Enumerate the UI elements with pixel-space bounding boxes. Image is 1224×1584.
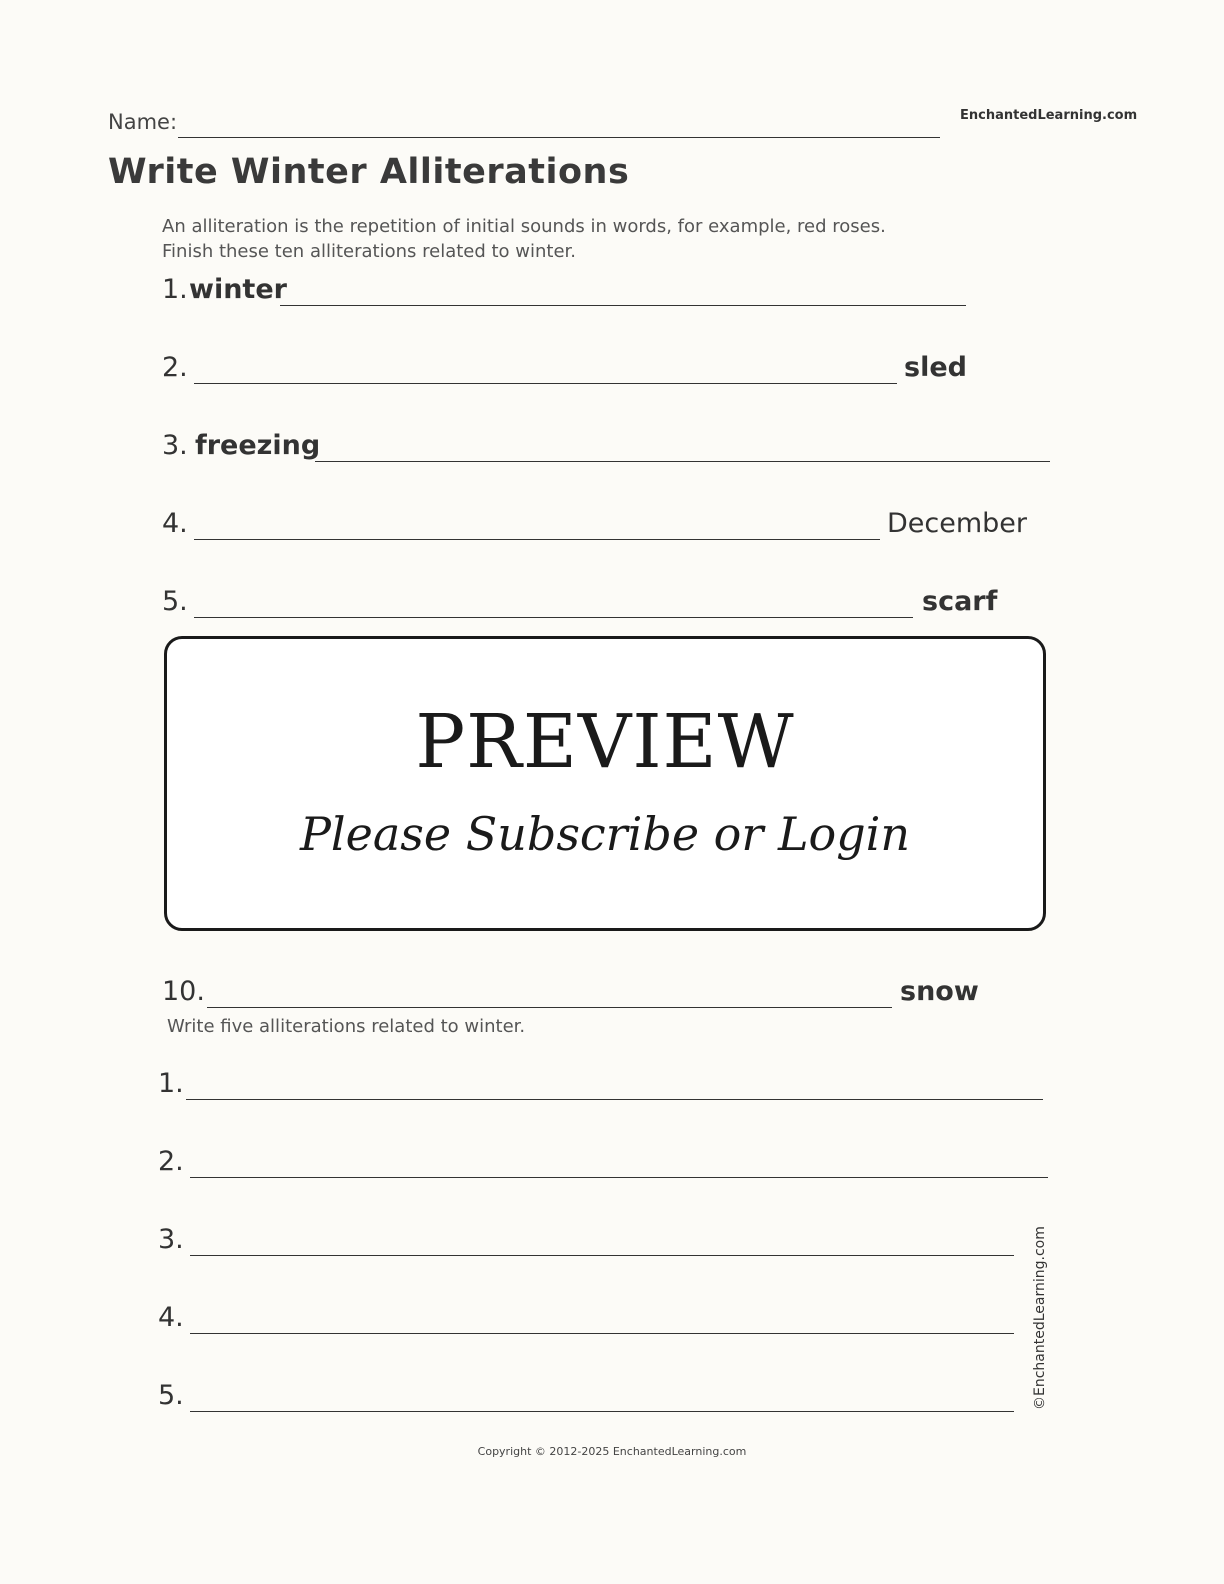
item-number: 3. xyxy=(162,430,188,461)
intro-text xyxy=(162,214,886,264)
item-number: 3. xyxy=(158,1224,184,1255)
item-word: sled xyxy=(904,352,967,383)
item-number: 2. xyxy=(158,1146,184,1177)
preview-overlay[interactable] xyxy=(164,636,1046,931)
answer-line[interactable] xyxy=(207,1007,892,1008)
item-word: scarf xyxy=(922,586,998,617)
preview-title: PREVIEW xyxy=(415,699,795,785)
item-word: December xyxy=(887,508,1028,539)
item-number: 4. xyxy=(158,1302,184,1333)
answer-line[interactable] xyxy=(194,617,913,618)
instructions-text: Write five alliterations related to winter. xyxy=(167,1016,526,1037)
item-number: 4. xyxy=(162,508,188,539)
answer-line[interactable] xyxy=(190,1333,1014,1334)
answer-line[interactable] xyxy=(194,539,880,540)
intro-line-1: An alliteration is the repetition of initial sounds in words, for example, red roses. xyxy=(162,216,886,237)
subscribe-login-link[interactable]: Please Subscribe or Login xyxy=(299,807,911,861)
answer-line[interactable] xyxy=(280,305,966,306)
answer-line[interactable] xyxy=(190,1255,1014,1256)
item-number: 5. xyxy=(158,1380,184,1411)
item-number: 1. xyxy=(158,1068,184,1099)
answer-line[interactable] xyxy=(315,461,1050,462)
item-number: 10. xyxy=(162,976,205,1007)
item-number: 1. xyxy=(162,274,188,305)
item-number: 5. xyxy=(162,586,188,617)
answer-line[interactable] xyxy=(194,383,897,384)
name-field[interactable] xyxy=(178,137,940,138)
name-label: Name: xyxy=(108,110,178,134)
worksheet-title: Write Winter Alliterations xyxy=(108,152,630,192)
answer-line[interactable] xyxy=(190,1411,1014,1412)
answer-line[interactable] xyxy=(190,1177,1048,1178)
item-number: 2. xyxy=(162,352,188,383)
site-name: EnchantedLearning.com xyxy=(960,108,1138,123)
item-word: freezing xyxy=(195,430,321,461)
item-word: snow xyxy=(900,976,979,1007)
intro-line-2: Finish these ten alliterations related to winter. xyxy=(162,241,577,262)
side-credit: ©EnchantedLearning.com xyxy=(1032,1226,1048,1410)
answer-line[interactable] xyxy=(186,1099,1043,1100)
item-word: winter xyxy=(189,274,287,305)
copyright-footer: Copyright © 2012-2025 EnchantedLearning.com xyxy=(477,1445,747,1458)
